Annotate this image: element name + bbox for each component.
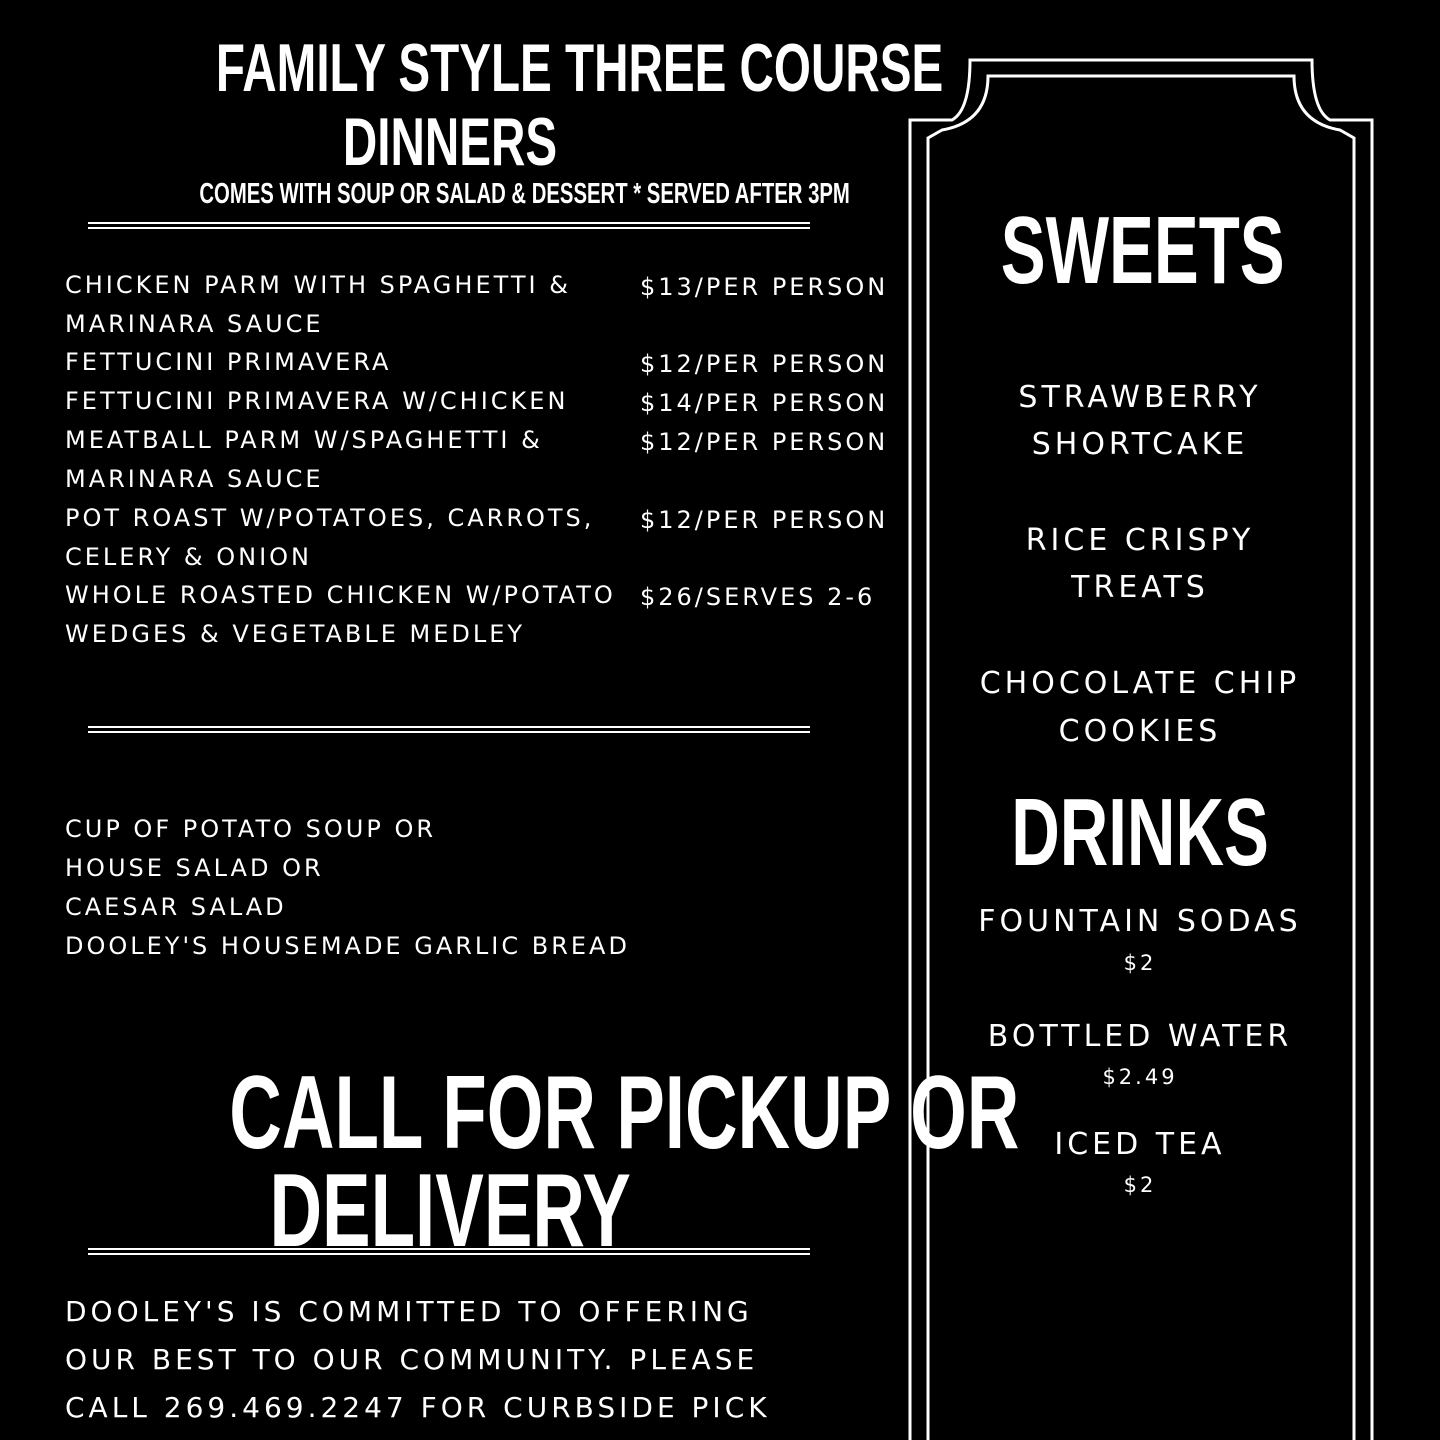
about-line: CALL 269.469.2247 FOR CURBSIDE PICK [65, 1391, 771, 1424]
sweet-item: SHORTCAKE [1031, 427, 1249, 462]
item-name: CELERY & ONION [65, 543, 312, 571]
item-name: MEATBALL PARM W/SPAGHETTI & [65, 426, 543, 454]
list-item: CAESAR SALAD [65, 893, 287, 921]
item-price: $12/PER PERSON [640, 428, 889, 456]
menu-subtitle: COMES WITH SOUP OR SALAD & DESSERT * SERVED AFTER 3PM [199, 178, 850, 210]
drink-name: BOTTLED WATER [987, 1019, 1293, 1054]
item-name: FETTUCINI PRIMAVERA [65, 348, 392, 376]
drinks-heading: DRINKS [1011, 779, 1269, 886]
drink-price: $2 [1123, 1173, 1157, 1197]
about-line: OUR BEST TO OUR COMMUNITY. PLEASE [65, 1343, 759, 1376]
drink-price: $2 [1123, 951, 1157, 975]
item-name: POT ROAST W/POTATOES, CARROTS, [65, 504, 595, 532]
sweet-item: RICE CRISPY [1025, 523, 1255, 558]
item-price: $13/PER PERSON [640, 273, 889, 301]
item-name: WHOLE ROASTED CHICKEN W/POTATO [65, 581, 616, 609]
sweet-item: COOKIES [1058, 714, 1222, 749]
list-item: HOUSE SALAD OR [65, 854, 324, 882]
drink-price: $2.49 [1102, 1065, 1178, 1089]
call-to-action-line-2: DELIVERY [269, 1153, 631, 1269]
item-price: $12/PER PERSON [640, 506, 889, 534]
drink-name: ICED TEA [1054, 1127, 1226, 1162]
item-price: $14/PER PERSON [640, 389, 889, 417]
sweets-heading: SWEETS [1000, 197, 1285, 304]
menu-title-line-2: DINNERS [342, 104, 558, 180]
list-item: CUP OF POTATO SOUP OR [65, 815, 437, 843]
list-item: DOOLEY'S HOUSEMADE GARLIC BREAD [65, 932, 630, 960]
sweet-item: TREATS [1071, 570, 1209, 605]
drink-name: FOUNTAIN SODAS [978, 904, 1302, 939]
sweet-item: CHOCOLATE CHIP [979, 666, 1301, 701]
item-name: WEDGES & VEGETABLE MEDLEY [65, 620, 526, 648]
item-price: $12/PER PERSON [640, 350, 889, 378]
call-to-action-line-1: CALL FOR PICKUP OR [229, 1055, 1020, 1171]
item-name: MARINARA SAUCE [65, 310, 324, 338]
item-price: $26/SERVES 2-6 [640, 583, 876, 611]
item-name: CHICKEN PARM WITH SPAGHETTI & [65, 271, 571, 299]
menu-title-line-1: FAMILY STYLE THREE COURSE [215, 30, 944, 106]
sweet-item: STRAWBERRY [1018, 380, 1262, 415]
item-name: FETTUCINI PRIMAVERA W/CHICKEN [65, 387, 569, 415]
about-line: DOOLEY'S IS COMMITTED TO OFFERING [65, 1295, 753, 1328]
item-name: MARINARA SAUCE [65, 465, 324, 493]
